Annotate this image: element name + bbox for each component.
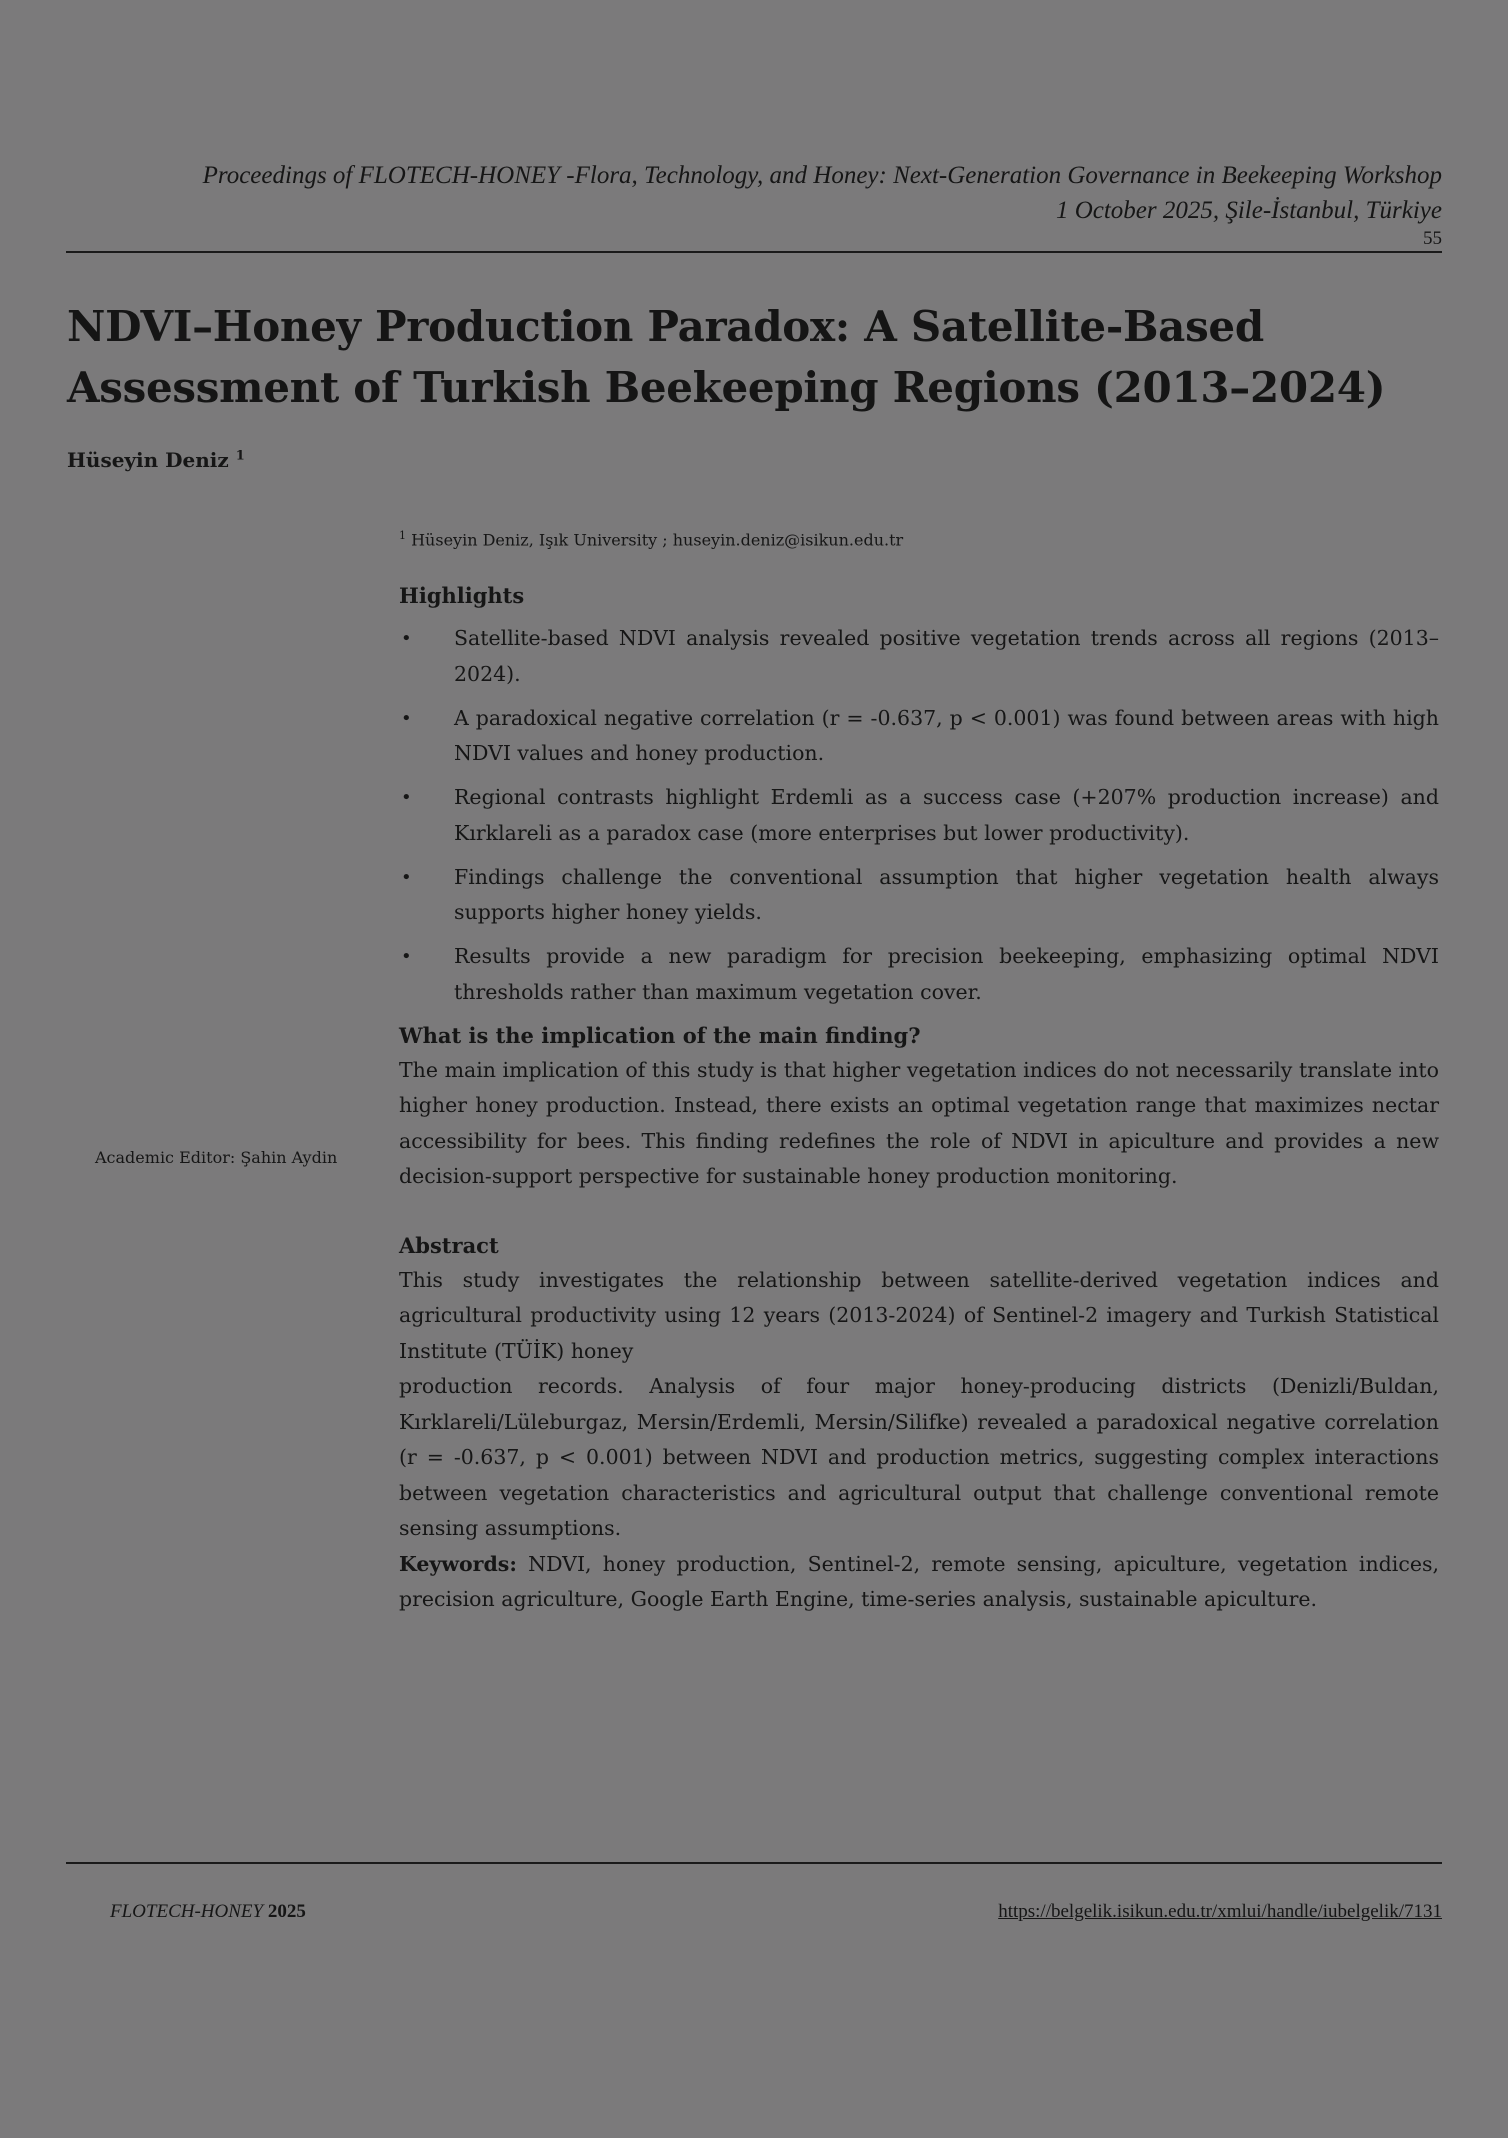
main-column — [399, 525, 1439, 1618]
highlights-heading: Highlights — [399, 583, 525, 609]
highlight-text: Findings challenge the conventional assumption that higher vegetation health always supports higher honey yields. — [454, 864, 1439, 925]
implication-heading: What is the implication of the main finding? — [399, 1022, 921, 1048]
highlight-item — [399, 939, 1439, 1010]
bullet-icon: • — [401, 787, 412, 809]
affiliation — [399, 525, 1439, 551]
date-place: 1 October 2025, Şile-İstanbul, Türkiye — [1055, 197, 1442, 224]
keywords-label: Keywords: — [399, 1551, 517, 1576]
affiliation-marker: 1 — [399, 529, 406, 542]
footer-journal — [110, 1901, 306, 1923]
academic-editor-note: Academic Editor: Şahin Aydin — [95, 1148, 338, 1167]
footer-year: 2025 — [267, 1901, 306, 1922]
highlight-text: Regional contrasts highlight Erdemli as a success case (+207% production increase) and Kırklareli as a paradox case (more enterprises but lower productivity). — [454, 785, 1439, 845]
abstract-text-part2: production records. Analysis of four major honey-producing districts (Denizli/Buldan, Kırklareli/Lüleburgaz, Mersin/Erdemli, Mersin/Silifke) revealed a paradoxical negative correlation (r = -0.637, p < 0.001) between NDVI and production metrics, suggesting complex interactions between vegetation characteristics and agricultural output that challenge conventional remote sensing assumptions. — [399, 1374, 1439, 1541]
highlight-text: A paradoxical negative correlation (r = -0.637, p < 0.001) was found between areas with high NDVI values and honey production. — [454, 705, 1439, 766]
highlight-item — [399, 701, 1439, 772]
highlight-text: Results provide a new paradigm for precision beekeeping, emphasizing optimal NDVI thresholds rather than maximum vegetation cover. — [454, 944, 1439, 1004]
author-name: Hüseyin Deniz — [67, 448, 229, 472]
bullet-icon: • — [401, 946, 412, 968]
affiliation-text: Hüseyin Deniz, Işık University ; huseyin.deniz@isikun.edu.tr — [411, 530, 904, 550]
author-marker: 1 — [235, 448, 245, 464]
proceedings-line: Proceedings of FLOTECH-HONEY -Flora, Technology, and Honey: Next-Generation Governance in Beekeeping Workshop — [202, 162, 1442, 189]
implication-text: The main implication of this study is that higher vegetation indices do not necessarily translate into higher honey production. Instead, there exists an optimal vegetation range that maximizes nectar accessibility for bees. This finding redefines the role of NDVI in apiculture and provides a new decision-support perspective for sustainable honey production monitoring. — [399, 1057, 1439, 1189]
highlight-text: Satellite-based NDVI analysis revealed positive vegetation trends across all regions (2013–2024). — [454, 626, 1439, 686]
highlight-item — [399, 860, 1439, 931]
keywords-text: NDVI, honey production, Sentinel-2, remote sensing, apiculture, vegetation indices, precision agriculture, Google Earth Engine, time-series analysis, sustainable apiculture. — [399, 1551, 1439, 1612]
header-rule — [66, 251, 1442, 253]
footer-journal-name: FLOTECH-HONEY — [110, 1901, 264, 1922]
bullet-icon: • — [401, 707, 412, 729]
bullet-icon: • — [401, 866, 412, 888]
author-line — [67, 448, 245, 472]
highlights-list — [399, 621, 1439, 1010]
running-header — [142, 158, 1442, 228]
keywords — [399, 1547, 1439, 1618]
abstract-text-part1: This study investigates the relationship between satellite-derived vegetation indices and agricultural productivity using 12 years (2013-2024) of Sentinel-2 imagery and Turkish Statistical Institute (TÜİK) honey — [399, 1267, 1439, 1363]
highlight-item — [399, 780, 1439, 851]
bullet-icon: • — [401, 628, 412, 650]
footer-handle-link[interactable]: https://belgelik.isikun.edu.tr/xmlui/handle/iubelgelik/7131 — [998, 1901, 1442, 1922]
footer-rule — [66, 1862, 1442, 1864]
paper-title: NDVI–Honey Production Paradox: A Satellite-Based Assessment of Turkish Beekeeping Regions (2013–2024) — [67, 302, 1386, 412]
highlight-item — [399, 621, 1439, 692]
abstract-heading: Abstract — [399, 1232, 499, 1258]
page-number: 55 — [1423, 228, 1442, 249]
